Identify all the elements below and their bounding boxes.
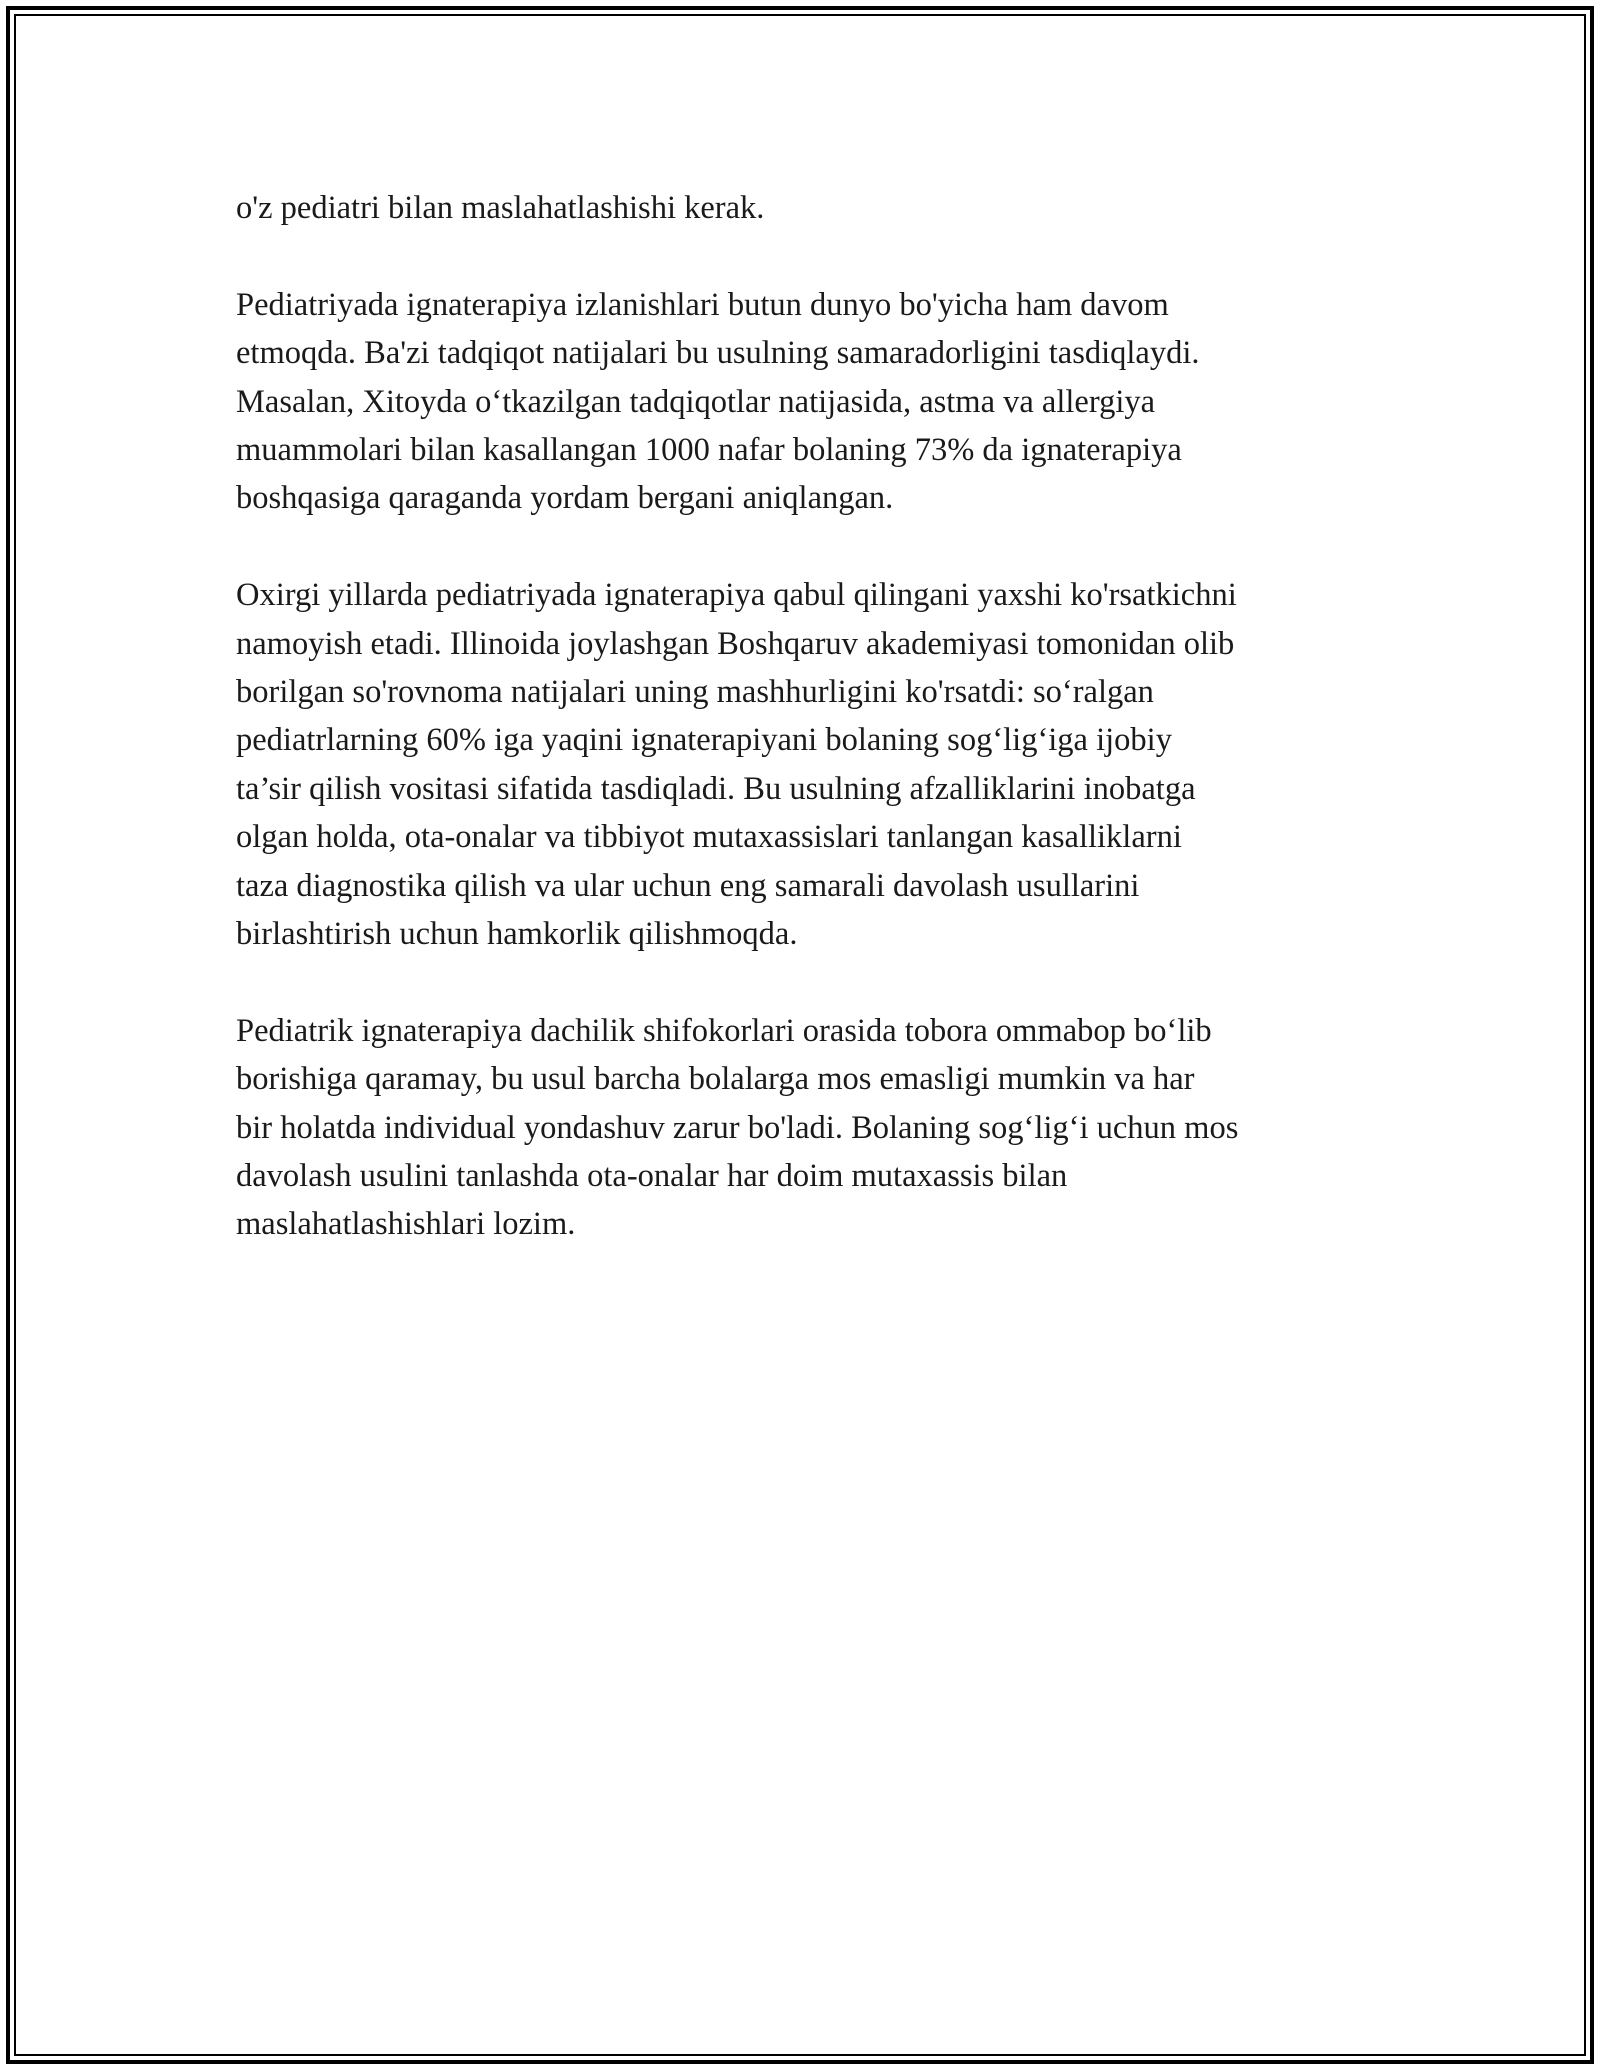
text-line: boshqasiga qaraganda yordam bergani aniqlangan. (236, 480, 894, 517)
text-line: bir holatda individual yondashuv zarur bo'ladi. Bolaning sog‘lig‘i uchun mos (236, 1109, 1239, 1146)
paragraph-3 (236, 571, 1386, 958)
text-line: olgan holda, ota-onalar va tibbiyot mutaxassislari tanlangan kasalliklarni (236, 819, 1182, 856)
text-line: Oxirgi yillarda pediatriyada ignaterapiya qabul qilingani yaxshi ko'rsatkichni (236, 577, 1237, 614)
paragraph-4 (236, 1007, 1386, 1249)
text-line: muammolari bilan kasallangan 1000 nafar bolaning 73% da ignaterapiya (236, 432, 1182, 469)
text-line: borishiga qaramay, bu usul barcha bolalarga mos emasligi mumkin va har (236, 1061, 1195, 1098)
text-line: davolash usulini tanlashda ota-onalar har doim mutaxassis bilan (236, 1158, 1068, 1195)
text-line: Masalan, Xitoyda o‘tkazilgan tadqiqotlar natijasida, astma va allergiya (236, 383, 1156, 420)
document-body (236, 184, 1386, 1297)
text-line: birlashtirish uchun hamkorlik qilishmoqda. (236, 916, 798, 953)
text-line: borilgan so'rovnoma natijalari uning mashhurligini ko'rsatdi: so‘ralgan (236, 674, 1154, 711)
text-line: etmoqda. Ba'zi tadqiqot natijalari bu usulning samaradorligini tasdiqlaydi. (236, 335, 1200, 372)
text-line: ta’sir qilish vositasi sifatida tasdiqladi. Bu usulning afzalliklarini inobatga (236, 770, 1196, 807)
text-line: Pediatrik ignaterapiya dachilik shifokorlari orasida tobora ommabop bo‘lib (236, 1012, 1212, 1049)
paragraph-2 (236, 281, 1386, 523)
text-line: o'z pediatri bilan maslahatlashishi kerak. (236, 190, 765, 226)
text-line: namoyish etadi. Illinoida joylashgan Boshqaruv akademiyasi tomonidan olib (236, 625, 1235, 662)
text-line: pediatrlarning 60% iga yaqini ignaterapiyani bolaning sog‘lig‘iga ijobiy (236, 722, 1172, 759)
text-line: maslahatlashishlari lozim. (236, 1206, 576, 1243)
paragraph-1 (236, 184, 1386, 232)
text-line: taza diagnostika qilish va ular uchun eng samarali davolash usullarini (236, 867, 1140, 904)
text-line: Pediatriyada ignaterapiya izlanishlari butun dunyo bo'yicha ham davom (236, 286, 1169, 323)
